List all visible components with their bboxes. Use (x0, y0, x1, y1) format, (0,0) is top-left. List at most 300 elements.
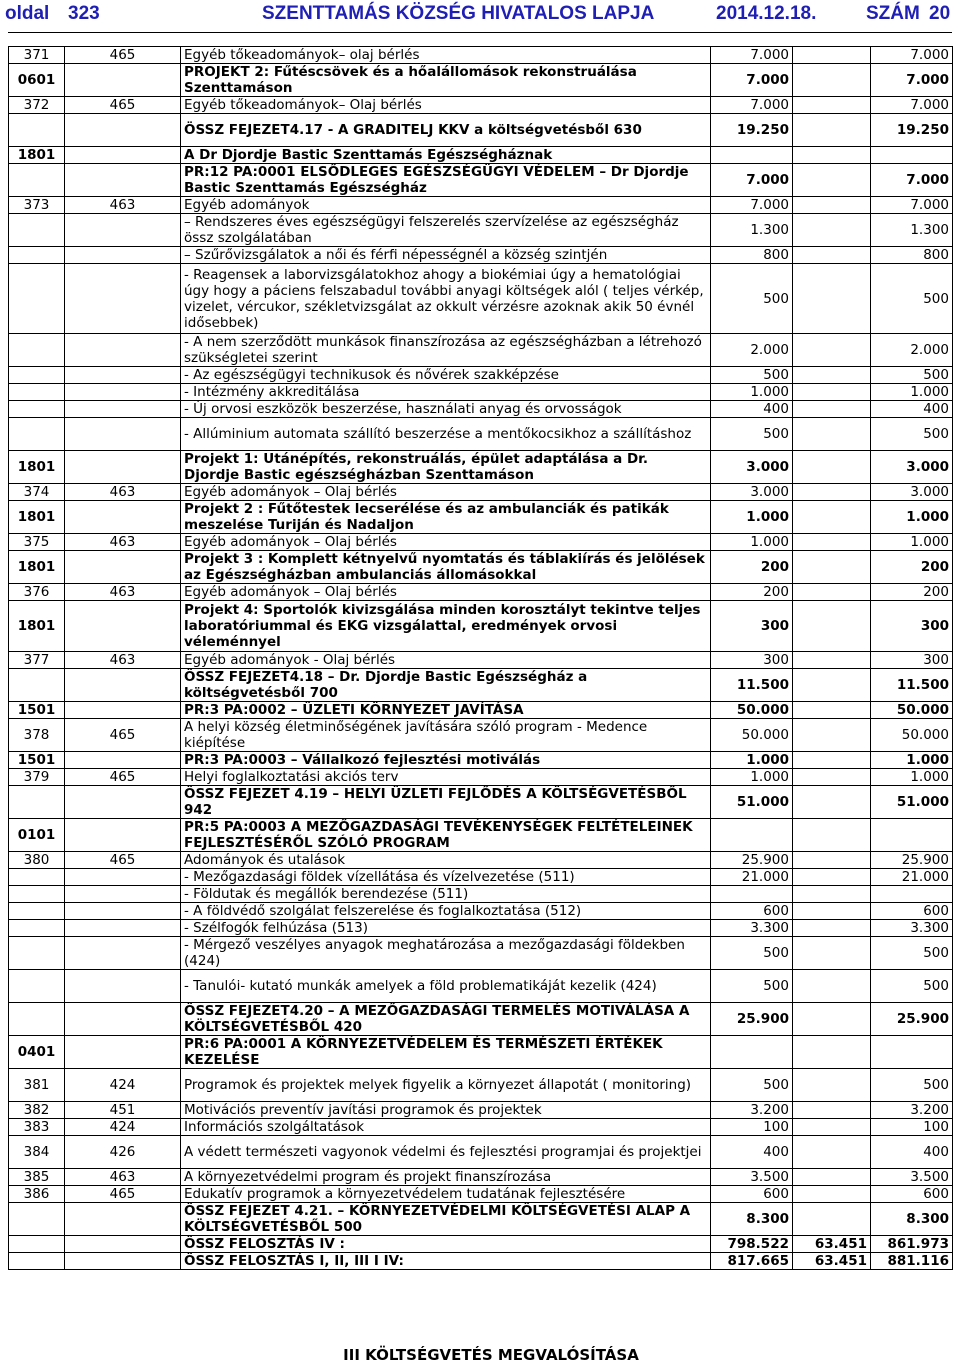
amount-budget-cell: 100 (711, 1119, 793, 1136)
amount-other-sources-cell (793, 719, 871, 752)
amount-budget-cell: 3.000 (711, 484, 793, 501)
amount-budget-cell: 400 (711, 401, 793, 418)
amount-budget-cell: 500 (711, 264, 793, 334)
table-row (9, 1069, 953, 1102)
section-footer-title (0, 1346, 960, 1364)
amount-total-cell: 25.900 (871, 1003, 953, 1036)
economic-class-cell: 465 (65, 47, 181, 64)
table-row (9, 97, 953, 114)
budget-table (8, 46, 953, 1270)
economic-class-cell (65, 367, 181, 384)
economic-class-cell (65, 247, 181, 264)
account-code-cell: 378 (9, 719, 65, 752)
table-row (9, 819, 953, 852)
account-code-cell (9, 669, 65, 702)
economic-class-cell (65, 418, 181, 451)
amount-total-cell: 100 (871, 1119, 953, 1136)
amount-other-sources-cell (793, 886, 871, 903)
item-description-cell: ÖSSZ FELOSZTÁS I, II, III I IV: (181, 1253, 711, 1270)
account-code-cell: 1801 (9, 451, 65, 484)
item-description-cell: A helyi község életminőségének javítására szóló program - Medence kiépítése (181, 719, 711, 752)
amount-other-sources-cell (793, 1069, 871, 1102)
item-description-cell: Egyéb adományok - Olaj bérlés (181, 652, 711, 669)
amount-total-cell: 3.000 (871, 451, 953, 484)
amount-other-sources-cell: 63.451 (793, 1236, 871, 1253)
account-code-cell (9, 886, 65, 903)
amount-total-cell: 7.000 (871, 64, 953, 97)
account-code-cell: 1801 (9, 601, 65, 652)
economic-class-cell: 463 (65, 534, 181, 551)
amount-total-cell: 25.900 (871, 852, 953, 869)
budget-table-body (9, 47, 953, 1270)
amount-other-sources-cell (793, 114, 871, 147)
amount-other-sources-cell (793, 534, 871, 551)
account-code-cell: 0601 (9, 64, 65, 97)
amount-total-cell: 300 (871, 652, 953, 669)
amount-budget-cell: 21.000 (711, 869, 793, 886)
amount-total-cell: 7.000 (871, 197, 953, 214)
account-code-cell: 380 (9, 852, 65, 869)
economic-class-cell: 465 (65, 769, 181, 786)
economic-class-cell (65, 334, 181, 367)
item-description-cell: Programok és projektek melyek figyelik a környezet állapotát ( monitoring) (181, 1069, 711, 1102)
table-row (9, 1253, 953, 1270)
amount-budget-cell: 25.900 (711, 852, 793, 869)
amount-budget-cell: 25.900 (711, 1003, 793, 1036)
amount-total-cell: 1.300 (871, 214, 953, 247)
item-description-cell: Egyéb adományok – Olaj bérlés (181, 534, 711, 551)
account-code-cell: 384 (9, 1136, 65, 1169)
account-code-cell: 1501 (9, 702, 65, 719)
table-row (9, 1203, 953, 1236)
table-row (9, 852, 953, 869)
table-row (9, 164, 953, 197)
page-number: 323 (68, 3, 100, 24)
account-code-cell: 372 (9, 97, 65, 114)
account-code-cell (9, 970, 65, 1003)
economic-class-cell (65, 886, 181, 903)
economic-class-cell (65, 669, 181, 702)
item-description-cell: - Reagensek a laborvizsgálatokhoz ahogy a biokémiai úgy a hematológiai úgy hogy a páciens felszabadul további anyagi költségek alól ( teljes vérkép, vizelet, vércukor, székletvizsgálat az okkult vérzésre azoknak akik 50 évnél idősebbek) (181, 264, 711, 334)
economic-class-cell: 465 (65, 719, 181, 752)
economic-class-cell (65, 1003, 181, 1036)
item-description-cell: ÖSSZ FEJEZET4.20 – A MEZŐGAZDASÁGI TERMELÉS MOTIVÁLÁSA A KÖLTSÉGVETÉSBŐL 420 (181, 1003, 711, 1036)
amount-total-cell: 19.250 (871, 114, 953, 147)
amount-total-cell: 300 (871, 601, 953, 652)
economic-class-cell (65, 147, 181, 164)
amount-budget-cell: 7.000 (711, 64, 793, 97)
item-description-cell: - Új orvosi eszközök beszerzése, használati anyag és orvosságok (181, 401, 711, 418)
item-description-cell: – Szűrővizsgálatok a női és férfi népességnél a község szintjén (181, 247, 711, 264)
table-row (9, 484, 953, 501)
amount-budget-cell: 500 (711, 970, 793, 1003)
account-code-cell (9, 264, 65, 334)
amount-total-cell: 500 (871, 264, 953, 334)
item-description-cell: - Földutak és megállók berendezése (511) (181, 886, 711, 903)
item-description-cell: ÖSSZ FEJEZET 4.19 – HELYI ÜZLETI FEJLŐDÉS A KÖLTSÉGVETÉSBŐL 942 (181, 786, 711, 819)
amount-other-sources-cell (793, 1136, 871, 1169)
table-row (9, 937, 953, 970)
amount-other-sources-cell (793, 702, 871, 719)
account-code-cell: 382 (9, 1102, 65, 1119)
table-row (9, 534, 953, 551)
item-description-cell: Motivációs preventív javítási programok és projektek (181, 1102, 711, 1119)
economic-class-cell: 424 (65, 1119, 181, 1136)
amount-budget-cell: 500 (711, 418, 793, 451)
publication-title: SZENTTAMÁS KÖZSÉG HIVATALOS LAPJA (262, 3, 655, 24)
amount-total-cell: 8.300 (871, 1203, 953, 1236)
amount-budget-cell: 3.200 (711, 1102, 793, 1119)
amount-budget-cell: 1.300 (711, 214, 793, 247)
account-code-cell: 385 (9, 1169, 65, 1186)
account-code-cell (9, 247, 65, 264)
table-row (9, 652, 953, 669)
item-description-cell: Információs szolgáltatások (181, 1119, 711, 1136)
economic-class-cell (65, 164, 181, 197)
amount-total-cell: 1.000 (871, 534, 953, 551)
table-row (9, 752, 953, 769)
economic-class-cell: 465 (65, 97, 181, 114)
amount-budget-cell: 7.000 (711, 47, 793, 64)
economic-class-cell (65, 970, 181, 1003)
amount-budget-cell: 7.000 (711, 197, 793, 214)
amount-total-cell: 3.300 (871, 920, 953, 937)
economic-class-cell (65, 501, 181, 534)
amount-budget-cell: 50.000 (711, 719, 793, 752)
amount-total-cell: 400 (871, 401, 953, 418)
amount-total-cell: 7.000 (871, 164, 953, 197)
item-description-cell: – Rendszeres éves egészségügyi felszerelés szervízelése az egészségház össz szolgálatában (181, 214, 711, 247)
item-description-cell: Egyéb tőkeadományok– olaj bérlés (181, 47, 711, 64)
economic-class-cell: 424 (65, 1069, 181, 1102)
amount-other-sources-cell (793, 869, 871, 886)
account-code-cell (9, 920, 65, 937)
amount-other-sources-cell (793, 584, 871, 601)
amount-total-cell: 7.000 (871, 97, 953, 114)
item-description-cell: Adományok és utalások (181, 852, 711, 869)
item-description-cell: - A földvédő szolgálat felszerelése és foglalkoztatása (512) (181, 903, 711, 920)
economic-class-cell (65, 786, 181, 819)
amount-other-sources-cell (793, 937, 871, 970)
table-row (9, 702, 953, 719)
table-row (9, 1036, 953, 1069)
amount-total-cell: 500 (871, 970, 953, 1003)
economic-class-cell: 463 (65, 197, 181, 214)
account-code-cell (9, 786, 65, 819)
amount-budget-cell (711, 819, 793, 852)
table-row (9, 197, 953, 214)
account-code-cell: 373 (9, 197, 65, 214)
amount-other-sources-cell (793, 1186, 871, 1203)
table-row (9, 903, 953, 920)
amount-budget-cell: 200 (711, 584, 793, 601)
amount-other-sources-cell (793, 197, 871, 214)
amount-other-sources-cell (793, 47, 871, 64)
table-row (9, 384, 953, 401)
amount-total-cell: 200 (871, 584, 953, 601)
item-description-cell: A Dr Djordje Bastic Szenttamás Egészségháznak (181, 147, 711, 164)
account-code-cell: 1801 (9, 501, 65, 534)
account-code-cell: 1501 (9, 752, 65, 769)
economic-class-cell: 465 (65, 852, 181, 869)
table-row (9, 1003, 953, 1036)
account-code-cell: 383 (9, 1119, 65, 1136)
item-description-cell: PR:3 PA:0002 – ÜZLETI KÖRNYEZET JAVÍTÁSA (181, 702, 711, 719)
economic-class-cell: 463 (65, 484, 181, 501)
table-row (9, 451, 953, 484)
amount-budget-cell: 8.300 (711, 1203, 793, 1236)
amount-budget-cell: 7.000 (711, 164, 793, 197)
economic-class-cell (65, 937, 181, 970)
account-code-cell (9, 937, 65, 970)
item-description-cell: PR:3 PA:0003 – Vállalkozó fejlesztési motiválás (181, 752, 711, 769)
item-description-cell: Egyéb tőkeadományok– Olaj bérlés (181, 97, 711, 114)
table-row (9, 401, 953, 418)
amount-total-cell: 50.000 (871, 719, 953, 752)
amount-budget-cell: 7.000 (711, 97, 793, 114)
economic-class-cell (65, 451, 181, 484)
economic-class-cell: 426 (65, 1136, 181, 1169)
amount-other-sources-cell (793, 401, 871, 418)
account-code-cell: 0101 (9, 819, 65, 852)
amount-other-sources-cell (793, 418, 871, 451)
amount-total-cell: 200 (871, 551, 953, 584)
table-row (9, 601, 953, 652)
amount-budget-cell: 50.000 (711, 702, 793, 719)
table-row (9, 584, 953, 601)
item-description-cell: - Allúminium automata szállító beszerzése a mentőkocsikhoz a szállításhoz (181, 418, 711, 451)
issue-number: 20 (929, 3, 951, 24)
issue-date: 2014.12.18. (716, 3, 817, 24)
amount-budget-cell: 3.300 (711, 920, 793, 937)
account-code-cell: 374 (9, 484, 65, 501)
account-code-cell: 386 (9, 1186, 65, 1203)
item-description-cell: A környezetvédelmi program és projekt finanszírozása (181, 1169, 711, 1186)
amount-budget-cell: 600 (711, 1186, 793, 1203)
amount-other-sources-cell (793, 786, 871, 819)
item-description-cell: Projekt 1: Utánépítés, rekonstruálás, épület adaptálása a Dr. Djordje Bastic egészségházban Szenttamáson (181, 451, 711, 484)
amount-other-sources-cell (793, 384, 871, 401)
item-description-cell: Egyéb adományok – Olaj bérlés (181, 584, 711, 601)
amount-budget-cell: 600 (711, 903, 793, 920)
item-description-cell: Egyéb adományok (181, 197, 711, 214)
item-description-cell: ÖSSZ FEJEZET4.18 – Dr. Djordje Bastic Egészségház a költségvetésből 700 (181, 669, 711, 702)
account-code-cell (9, 114, 65, 147)
amount-budget-cell: 3.000 (711, 451, 793, 484)
table-row (9, 970, 953, 1003)
amount-budget-cell: 1.000 (711, 752, 793, 769)
amount-other-sources-cell (793, 501, 871, 534)
item-description-cell: Egyéb adományok – Olaj bérlés (181, 484, 711, 501)
table-row (9, 264, 953, 334)
table-row (9, 334, 953, 367)
amount-total-cell: 1.000 (871, 501, 953, 534)
table-row (9, 1186, 953, 1203)
economic-class-cell (65, 1253, 181, 1270)
page-label: oldal (5, 3, 50, 24)
item-description-cell: PR:5 PA:0003 A MEZŐGAZDASÁGI TEVÉKENYSÉGEK FELTÉTELEINEK FEJLESZTÉSÉRŐL SZÓLÓ PROGRAM (181, 819, 711, 852)
amount-other-sources-cell (793, 247, 871, 264)
amount-budget-cell: 200 (711, 551, 793, 584)
table-row (9, 501, 953, 534)
amount-other-sources-cell (793, 1036, 871, 1069)
account-code-cell (9, 903, 65, 920)
economic-class-cell (65, 601, 181, 652)
amount-other-sources-cell (793, 903, 871, 920)
economic-class-cell (65, 752, 181, 769)
item-description-cell: ÖSSZ FEJEZET 4.21. – KÖRNYEZETVÉDELMI KÖLTSÉGVETÉSI ALAP A KÖLTSÉGVETÉSBŐL 500 (181, 1203, 711, 1236)
economic-class-cell (65, 114, 181, 147)
table-row (9, 886, 953, 903)
amount-total-cell: 881.116 (871, 1253, 953, 1270)
amount-other-sources-cell (793, 1119, 871, 1136)
amount-total-cell: 400 (871, 1136, 953, 1169)
table-row (9, 367, 953, 384)
economic-class-cell (65, 869, 181, 886)
account-code-cell: 376 (9, 584, 65, 601)
amount-budget-cell: 817.665 (711, 1253, 793, 1270)
amount-total-cell (871, 819, 953, 852)
amount-total-cell (871, 886, 953, 903)
amount-budget-cell: 51.000 (711, 786, 793, 819)
amount-other-sources-cell (793, 97, 871, 114)
amount-budget-cell: 798.522 (711, 1236, 793, 1253)
amount-other-sources-cell (793, 334, 871, 367)
table-row (9, 418, 953, 451)
account-code-cell: 379 (9, 769, 65, 786)
amount-other-sources-cell (793, 970, 871, 1003)
amount-total-cell: 1.000 (871, 752, 953, 769)
amount-budget-cell: 19.250 (711, 114, 793, 147)
amount-budget-cell (711, 1036, 793, 1069)
amount-budget-cell (711, 886, 793, 903)
economic-class-cell (65, 401, 181, 418)
amount-budget-cell: 500 (711, 367, 793, 384)
amount-other-sources-cell (793, 214, 871, 247)
item-description-cell: ÖSSZ FELOSZTÁS IV : (181, 1236, 711, 1253)
amount-budget-cell: 400 (711, 1136, 793, 1169)
account-code-cell: 377 (9, 652, 65, 669)
amount-total-cell: 800 (871, 247, 953, 264)
item-description-cell: - Mérgező veszélyes anyagok meghatározása a mezőgazdasági földekben (424) (181, 937, 711, 970)
amount-budget-cell: 500 (711, 1069, 793, 1102)
amount-total-cell: 500 (871, 367, 953, 384)
amount-total-cell: 600 (871, 903, 953, 920)
economic-class-cell: 463 (65, 584, 181, 601)
amount-budget-cell: 1.000 (711, 534, 793, 551)
amount-other-sources-cell (793, 1003, 871, 1036)
amount-other-sources-cell (793, 1203, 871, 1236)
amount-total-cell: 1.000 (871, 769, 953, 786)
item-description-cell: - Mezőgazdasági földek vízellátása és vízelvezetése (511) (181, 869, 711, 886)
amount-other-sources-cell: 63.451 (793, 1253, 871, 1270)
economic-class-cell (65, 1036, 181, 1069)
item-description-cell: - Az egészségügyi technikusok és nővérek szakképzése (181, 367, 711, 384)
amount-budget-cell: 11.500 (711, 669, 793, 702)
footer-title-text: III KÖLTSÉGVETÉS MEGVALÓSÍTÁSA (343, 1346, 639, 1364)
table-row (9, 786, 953, 819)
table-row (9, 64, 953, 97)
amount-other-sources-cell (793, 852, 871, 869)
economic-class-cell (65, 903, 181, 920)
table-row (9, 551, 953, 584)
amount-total-cell: 500 (871, 418, 953, 451)
amount-total-cell: 500 (871, 1069, 953, 1102)
table-row (9, 1119, 953, 1136)
amount-total-cell: 50.000 (871, 702, 953, 719)
amount-other-sources-cell (793, 652, 871, 669)
table-row (9, 869, 953, 886)
table-row (9, 1169, 953, 1186)
amount-total-cell: 21.000 (871, 869, 953, 886)
amount-other-sources-cell (793, 264, 871, 334)
table-row (9, 1102, 953, 1119)
amount-total-cell: 3.200 (871, 1102, 953, 1119)
account-code-cell (9, 334, 65, 367)
amount-total-cell: 861.973 (871, 1236, 953, 1253)
economic-class-cell (65, 1236, 181, 1253)
account-code-cell (9, 418, 65, 451)
amount-other-sources-cell (793, 819, 871, 852)
amount-total-cell: 11.500 (871, 669, 953, 702)
account-code-cell (9, 1003, 65, 1036)
account-code-cell (9, 1236, 65, 1253)
table-row (9, 1136, 953, 1169)
economic-class-cell: 463 (65, 652, 181, 669)
item-description-cell: A védett természeti vagyonok védelmi és fejlesztési programjai és projektjei (181, 1136, 711, 1169)
account-code-cell: 1801 (9, 147, 65, 164)
account-code-cell: 1801 (9, 551, 65, 584)
amount-budget-cell: 300 (711, 601, 793, 652)
amount-other-sources-cell (793, 164, 871, 197)
account-code-cell: 0401 (9, 1036, 65, 1069)
amount-other-sources-cell (793, 147, 871, 164)
amount-budget-cell: 2.000 (711, 334, 793, 367)
amount-total-cell (871, 1036, 953, 1069)
account-code-cell: 381 (9, 1069, 65, 1102)
table-row (9, 1236, 953, 1253)
economic-class-cell: 465 (65, 1186, 181, 1203)
economic-class-cell: 451 (65, 1102, 181, 1119)
economic-class-cell (65, 920, 181, 937)
amount-budget-cell: 300 (711, 652, 793, 669)
economic-class-cell (65, 551, 181, 584)
item-description-cell: PR:12 PA:0001 ELSŐDLEGES EGÉSZSÉGÜGYI VÉDELEM – Dr Djordje Bastic Szenttamás Egészségház (181, 164, 711, 197)
account-code-cell: 375 (9, 534, 65, 551)
amount-budget-cell: 1.000 (711, 384, 793, 401)
account-code-cell: 371 (9, 47, 65, 64)
amount-total-cell (871, 147, 953, 164)
account-code-cell (9, 1203, 65, 1236)
account-code-cell (9, 1253, 65, 1270)
item-description-cell: - Szélfogók felhúzása (513) (181, 920, 711, 937)
item-description-cell: PR:6 PA:0001 A KÖRNYEZETVÉDELEM ÉS TERMÉSZETI ÉRTÉKEK KEZELÉSE (181, 1036, 711, 1069)
amount-other-sources-cell (793, 367, 871, 384)
item-description-cell: - Intézmény akkreditálása (181, 384, 711, 401)
amount-other-sources-cell (793, 769, 871, 786)
table-row (9, 719, 953, 752)
table-row (9, 247, 953, 264)
amount-other-sources-cell (793, 64, 871, 97)
amount-other-sources-cell (793, 551, 871, 584)
account-code-cell (9, 401, 65, 418)
account-code-cell (9, 367, 65, 384)
amount-other-sources-cell (793, 601, 871, 652)
amount-budget-cell: 3.500 (711, 1169, 793, 1186)
amount-total-cell: 600 (871, 1186, 953, 1203)
amount-budget-cell (711, 147, 793, 164)
economic-class-cell (65, 214, 181, 247)
